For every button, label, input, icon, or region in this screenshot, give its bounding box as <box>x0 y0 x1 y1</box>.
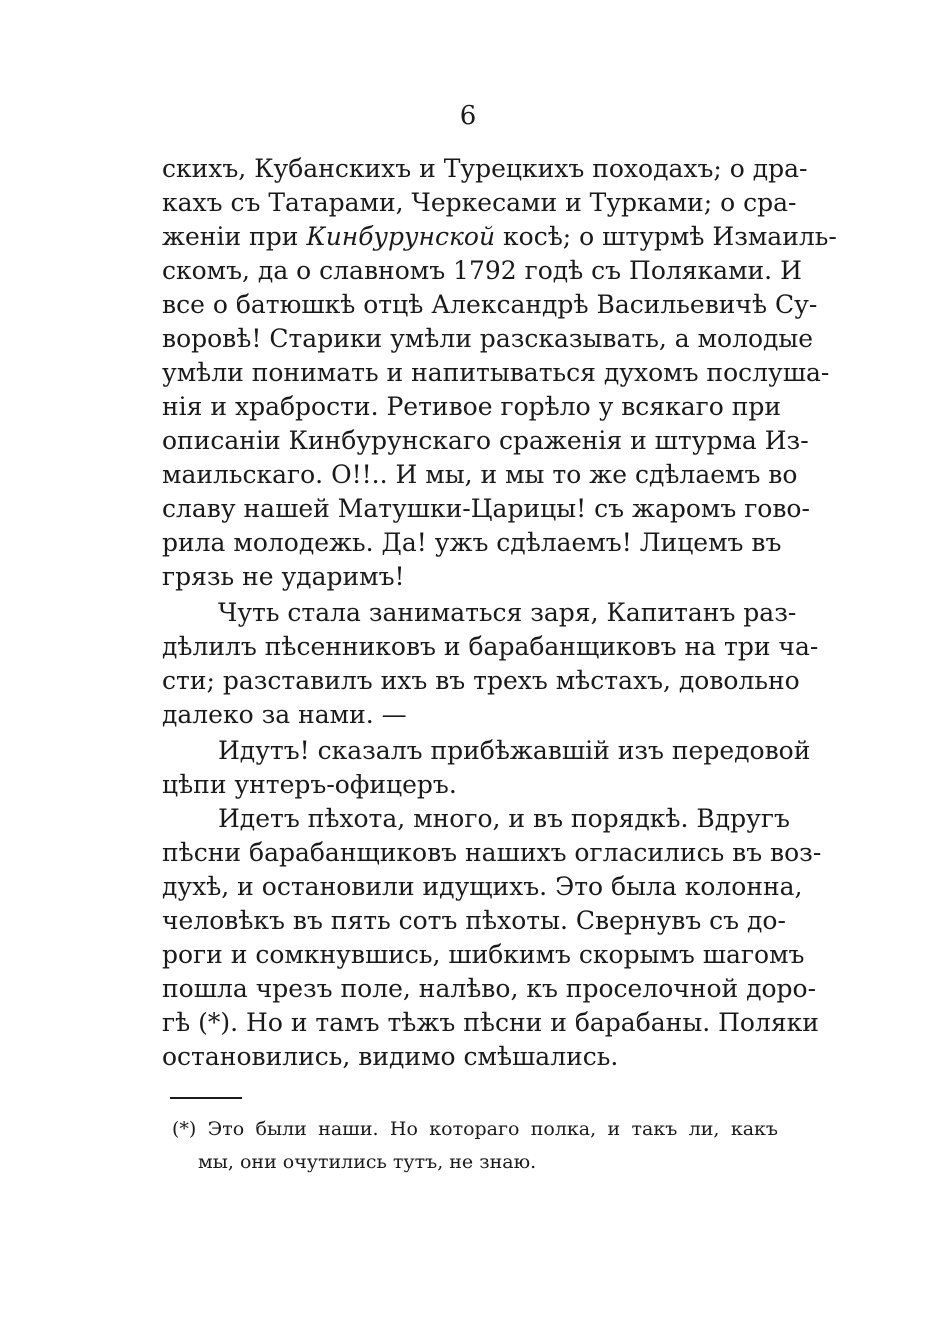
text-line: кахъ съ Татарами, Черкесами и Турками; о сра- <box>162 188 797 217</box>
text-line: нія и храбрости. Ретивое горѣло у всякаго при <box>162 392 782 421</box>
page-number: 6 <box>459 101 477 131</box>
text-line: остановились, видимо смѣшались. <box>162 1042 619 1071</box>
text-line: роги и сомкнувшись, шибкимъ скорымъ шагомъ <box>162 940 805 969</box>
italic-place-name: Кинбурунской <box>306 222 496 251</box>
text-line: пошла чрезъ поле, налѣво, къ проселочной доро- <box>162 974 817 1003</box>
text-line: дѣлилъ пѣсенниковъ и барабанщиковъ на три ча- <box>162 632 819 661</box>
text-line: все о батюшкѣ отцѣ Александрѣ Васильевичѣ Су- <box>162 290 818 319</box>
text-line: скомъ, да о славномъ 1792 годѣ съ Поляками. И <box>162 256 802 285</box>
text-line: духѣ, и остановили идущихъ. Это была колонна, <box>162 872 803 901</box>
footnote-divider <box>170 1097 242 1099</box>
text-line: рила молодежь. Да! ужъ сдѣлаемъ! Лицемъ въ <box>162 528 782 557</box>
text-line: скихъ, Кубанскихъ и Турецкихъ походахъ; о дра- <box>162 154 808 183</box>
text-line: пѣсни барабанщиковъ нашихъ огласились въ воз- <box>162 838 822 867</box>
text-line: Чуть стала заниматься заря, Капитанъ раз- <box>218 598 797 627</box>
text-line: умѣли понимать и напитываться духомъ послуша- <box>162 358 830 387</box>
text-line: воровѣ! Старики умѣли разсказывать, а молодые <box>162 324 814 353</box>
footnote-line: (*) Это были наши. Но котораго полка, и такъ ли, какъ <box>172 1118 778 1140</box>
text-line: сти; разставилъ ихъ въ трехъ мѣстахъ, довольно <box>162 666 800 695</box>
text-line: славу нашей Матушки-Царицы! съ жаромъ гово- <box>162 494 810 523</box>
text-fragment: женіи при <box>162 222 307 251</box>
text-line <box>162 220 837 254</box>
text-line: цѣпи унтеръ-офицеръ. <box>162 770 457 799</box>
text-line: Идутъ! сказалъ прибѣжавшій изъ передовой <box>218 736 811 765</box>
text-line: Идетъ пѣхота, много, и въ порядкѣ. Вдругъ <box>218 804 790 833</box>
text-fragment: косѣ; о штурмѣ Измаиль- <box>495 222 837 251</box>
text-line: далеко за нами. — <box>162 700 407 729</box>
text-line: грязь не ударимъ! <box>162 562 405 591</box>
text-line: человѣкъ въ пять сотъ пѣхоты. Свернувъ съ до- <box>162 906 786 935</box>
text-line: описаніи Кинбурунскаго сраженія и штурма Из- <box>162 426 809 455</box>
text-line: маильскаго. О!!.. И мы, и мы то же сдѣлаемъ во <box>162 460 798 489</box>
footnote-line: мы, они очутились тутъ, не знаю. <box>198 1151 537 1173</box>
text-line: гѣ (*). Но и тамъ тѣжъ пѣсни и барабаны. Поляки <box>162 1008 819 1037</box>
